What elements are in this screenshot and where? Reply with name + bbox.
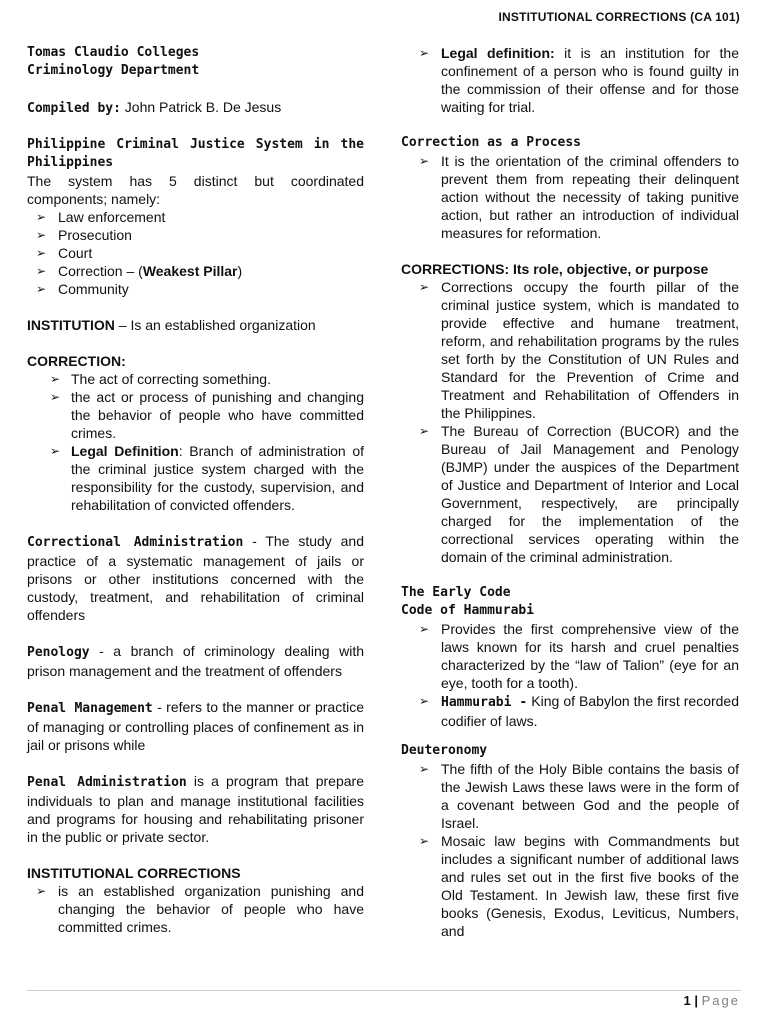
arrow-bullet-icon: ➢	[36, 210, 47, 224]
arrow-bullet-icon: ➢	[419, 154, 430, 168]
hammurabi-list	[401, 620, 739, 730]
institution-definition: INSTITUTION – Is an established organization	[27, 317, 316, 333]
list-item: ➢ Legal Definition: Branch of administration of the criminal justice system charged with the responsibility for the custody, supervision, and rehabilitation of convicted offenders.	[50, 443, 365, 513]
arrow-bullet-icon: ➢	[36, 884, 47, 898]
penology-definition: Penology - a branch of criminology dealing with prison management and the treatment of offenders	[27, 643, 364, 679]
correction-as-process-heading: Correction as a Process	[401, 135, 582, 150]
institutional-corrections-list	[27, 882, 364, 936]
list-item: ➢ Court	[36, 245, 93, 261]
list-item: ➢ Corrections occupy the fourth pillar of the criminal justice system, which is mandated to provide effective and humane treatment, reform, and rehabilitation programs by the rules set forth by the Constitution of UN Rules and Standard for the Prevention of Crime and Treatment and Rehabilitation of Offenders in the Philippines.	[419, 279, 739, 421]
arrow-bullet-icon: ➢	[36, 282, 47, 296]
correction-as-process-list	[401, 152, 739, 242]
list-item: ➢ Mosaic law begins with Commandments but includes a significant number of additional laws and rules set out in the first five books of the Old Testament. In Jewish law, these first five books (Genesis, Exodus, Leviticus, Numbers, and	[419, 833, 739, 939]
arrow-bullet-icon: ➢	[419, 622, 430, 636]
arrow-bullet-icon: ➢	[419, 834, 430, 848]
list-item: ➢ The act of correcting something.	[50, 371, 271, 387]
list-item: ➢ Law enforcement	[36, 209, 166, 225]
compiled-by-name: John Patrick B. De Jesus	[120, 99, 282, 115]
list-item: ➢ is an established organization punishing and changing the behavior of people who have committed crimes.	[36, 883, 364, 935]
arrow-bullet-icon: ➢	[419, 280, 430, 294]
footer-divider	[27, 990, 741, 991]
arrow-bullet-icon: ➢	[36, 228, 47, 242]
department-name: Criminology Department	[27, 63, 200, 78]
arrow-bullet-icon: ➢	[36, 246, 47, 260]
arrow-bullet-icon: ➢	[50, 444, 61, 458]
page-label: Page	[701, 993, 740, 1008]
school-name: Tomas Claudio Colleges	[27, 45, 200, 60]
list-item: ➢ Provides the first comprehensive view of the laws known for its harsh and cruel penalties characterized by the “law of Talion” (eye for an eye, tooth for a tooth).	[419, 621, 739, 691]
arrow-bullet-icon: ➢	[50, 372, 61, 386]
correctional-administration-definition: Correctional Administration - The study and practice of a systematic management of jails or prisons or other institutions concerned with the custody, treatment, and rehabilitation of criminal offenders	[27, 533, 364, 623]
arrow-bullet-icon: ➢	[419, 424, 430, 438]
correction-heading: CORRECTION:	[27, 353, 126, 369]
arrow-bullet-icon: ➢	[419, 762, 430, 776]
list-item: ➢ Correction – (Weakest Pillar)	[36, 263, 243, 279]
pillars-list	[27, 208, 364, 298]
arrow-bullet-icon: ➢	[36, 264, 47, 278]
list-item: ➢ It is the orientation of the criminal offenders to prevent them from repeating their delinquent action without the necessity of taking punitive action, but rather an introduction of individual measures for reformation.	[419, 153, 739, 241]
deuteronomy-list	[401, 760, 739, 940]
left-column	[27, 44, 364, 936]
compiled-by	[27, 98, 364, 118]
early-code-heading: The Early Code	[401, 585, 511, 600]
page-footer: 1 | Page	[683, 993, 740, 1008]
institutional-corrections-heading: INSTITUTIONAL CORRECTIONS	[27, 865, 241, 881]
role-heading: CORRECTIONS: Its role, objective, or purpose	[401, 261, 709, 277]
cjs-heading: Philippine Criminal Justice System in the Philippines	[27, 137, 364, 170]
weakest-pillar-label: Weakest Pillar	[142, 263, 238, 279]
arrow-bullet-icon: ➢	[50, 390, 61, 404]
list-item: ➢ The Bureau of Correction (BUCOR) and the Bureau of Jail Management and Penology (BJMP) under the auspices of the Department of Justice and Department of Interior and Local Government, respectively, are principally charged for the implementation of the correctional services operating within the domain of the criminal administration.	[419, 423, 739, 565]
penal-administration-definition: Penal Administration is a program that prepare individuals to plan and manage institutional facilities and programs for housing and rehabilitating prisoner in the public or private sector.	[27, 773, 364, 845]
hammurabi-heading: Code of Hammurabi	[401, 603, 535, 618]
arrow-bullet-icon: ➢	[419, 694, 430, 708]
list-item: ➢ Legal definition: it is an institution for the confinement of a person who is found guilty in the commission of their offense and for those waiting for trial.	[419, 45, 739, 115]
running-header: INSTITUTIONAL CORRECTIONS (CA 101)	[498, 10, 740, 24]
list-item: ➢ Prosecution	[36, 227, 132, 243]
role-list	[401, 278, 739, 566]
penal-management-definition: Penal Management - refers to the manner or practice of managing or controlling places of confinement as in jail or prisons while	[27, 699, 364, 753]
compiled-by-label: Compiled by:	[27, 101, 121, 116]
correction-list	[27, 370, 364, 514]
list-item: ➢ Hammurabi - King of Babylon the first recorded codifier of laws.	[419, 693, 740, 729]
deuteronomy-heading: Deuteronomy	[401, 743, 488, 758]
page-number: 1	[683, 993, 691, 1008]
list-item: ➢ The fifth of the Holy Bible contains the basis of the Jewish Laws these laws were in the form of a covenant between God and the people of Israel.	[419, 761, 739, 831]
legal-definition-list	[401, 44, 739, 116]
right-column	[401, 44, 739, 940]
cjs-intro: The system has 5 distinct but coordinated components; namely:	[27, 173, 364, 207]
arrow-bullet-icon: ➢	[419, 46, 430, 60]
list-item: ➢ Community	[36, 281, 129, 297]
list-item: ➢ the act or process of punishing and changing the behavior of people who have committed crimes.	[50, 389, 364, 441]
